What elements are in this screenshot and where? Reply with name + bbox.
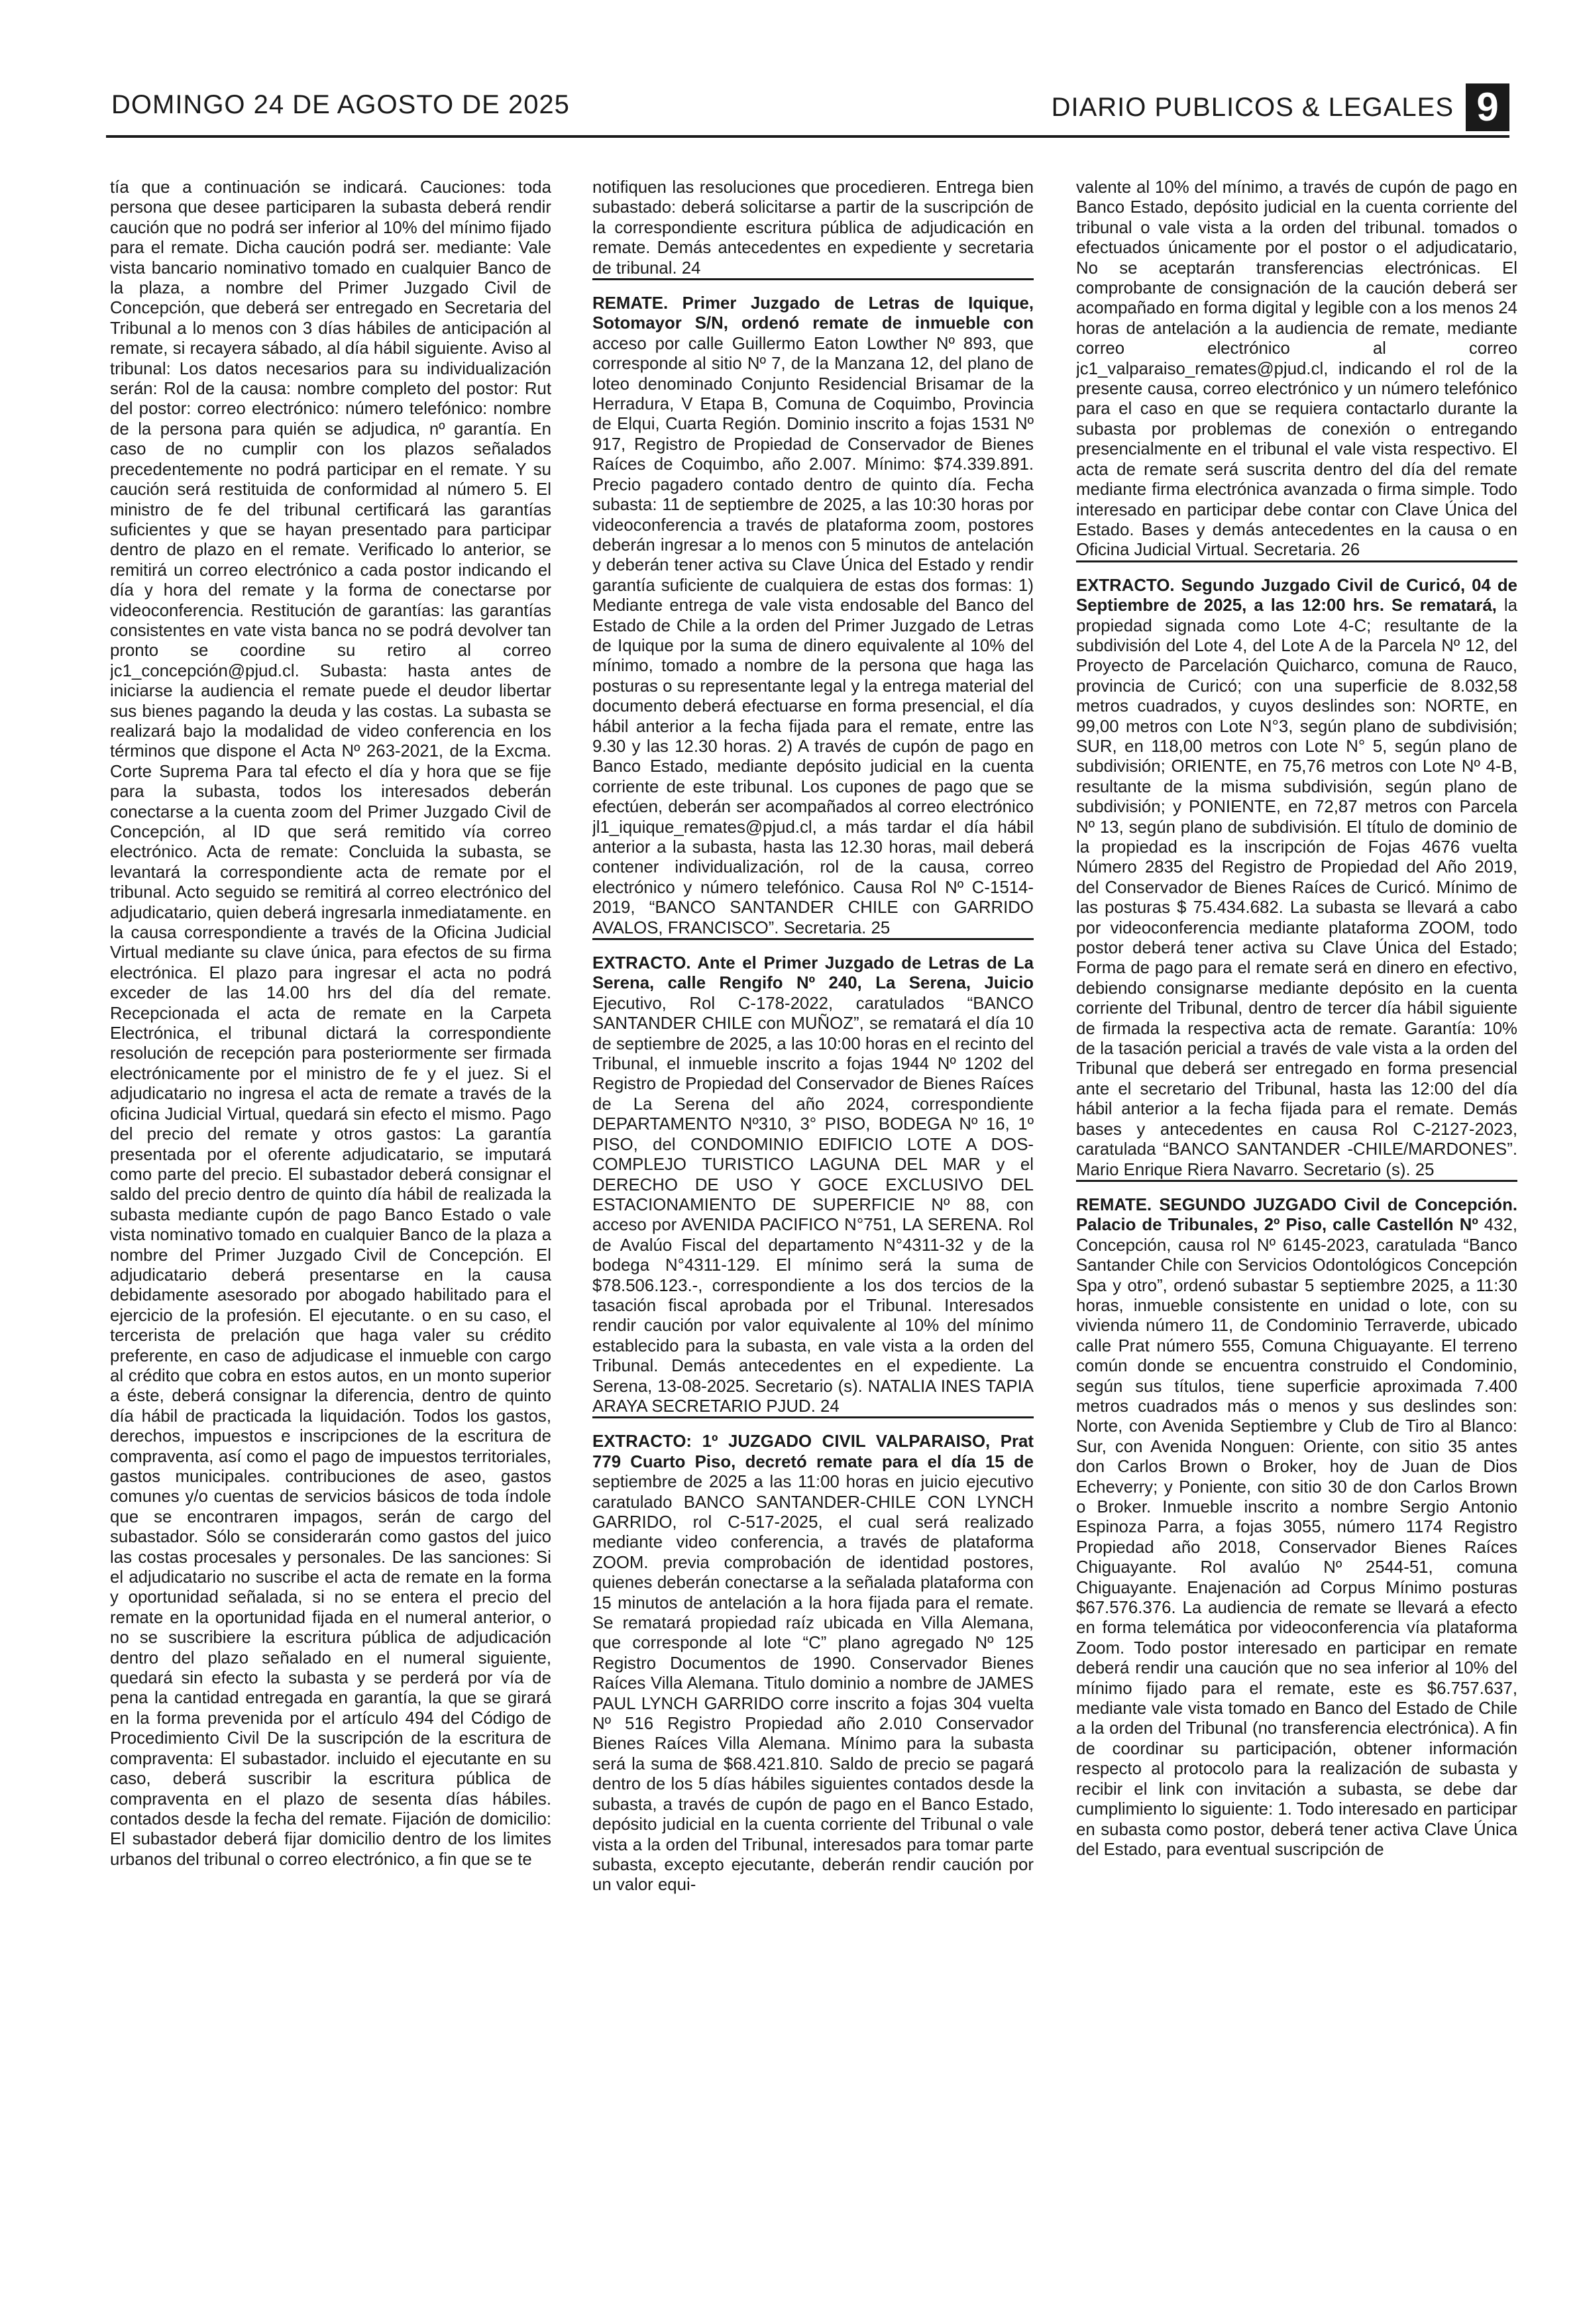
- notice-heading: REMATE. Primer Juzgado de Letras de Iquique, Sotomayor S/N, ordenó remate de inmueble con: [592, 294, 1034, 333]
- notice-text: 432, Concepción, causa rol Nº 6145-2023, caratulada “Banco Santander Chile con Servicios Odontológicos Concepción Spa y otro”, ordenó subastar 5 septiembre 2025, a 11:30 horas, inmueble consistente en unidad o lote, con su vivienda número 11, de Condominio Terraverde, ubicado calle Prat número 555, Comuna Chiguayante. El terreno común donde se encuentra construido el Condominio, según sus títulos, tiene superficie aproximada 7.400 metros cuadrados más o menos y sus deslindes son: Norte, con Avenida Septiembre y Club de Tiro al Blanco: Sur, con Avenida Nonguen: Oriente, con sitio 35 antes don Carlos Brown o Broker, hoy de Juan de Dios Echeverry; y Poniente, con sitio 30 de don Carlos Brown o Broker. Inmueble inscrito a nombre Sergio Antonio Espinoza Parra, a fojas 3055, número 1174 Registro Propiedad año 2018, Conservador Bienes Raíces Chiguayante. Rol avalúo Nº 2544-51, comuna Chiguayante. Enajenación ad Corpus Mínimo posturas $67.576.376. La audiencia de remate se llevará a efecto en forma telemática por videoconferencia vía plataforma Zoom. Todo postor interesado en participar en remate deberá rendir una caución que no sea inferior al 10% del mínimo fijado para el remate, este es $6.757.637, mediante vale vista tomado en Banco del Estado de Chile a la orden del Tribunal (no transferencia electrónica). A fin de coordinar su participación, obtener información respecto al protocolo para la realización de subasta y recibir el link con invitación a subasta, se debe dar cumplimiento lo siguiente: 1. Todo interesado en participar en subasta como postor, deberá tener activa Clave Única del Estado, para eventual suscripción de: [1076, 1216, 1517, 1859]
- notice-text: la propiedad signada como Lote 4-C; resultante de la subdivisión del Lote 4, del Lote A de la Parcela Nº 12, del Proyecto de Parcelación Quicharco, comuna de Rauco, provincia de Curicó; con una superficie de 8.032,58 metros cuadrados, y cuyos deslindes son: NORTE, en 99,00 metros con Lote N°3, según plano de subdivisión; SUR, en 118,00 metros con Lote N° 5, según plano de subdivisión; ORIENTE, en 75,76 metros con Lote Nº 4-B, resultante de la misma subdivisión, según plano de subdivisión; y PONIENTE, en 72,87 metros con Parcela Nº 13, según plano de subdivisión. El título de dominio de la propiedad es la inscripción de Fojas 4676 vuelta Número 2835 del Registro de Propiedad del Año 2019, del Conservador de Bienes Raíces de Curicó. Mínimo de las posturas $ 75.434.682. La subasta se llevará a cabo por videoconferencia mediante plataforma ZOOM, todo postor deberá tener activa su Clave Única del Estado; Forma de pago para el remate será en dinero en efectivo, debiendo consignarse mediante depósito en la cuenta corriente del Tribunal, dentro de tercer día hábil siguiente de firmada la respectiva acta de remate. Garantía: 10% de la tasación pericial a través de vale vista a la orden del Tribunal que deberá ser entregado en forma presencial ante el secretario del Tribunal, hasta las 12:00 del día hábil anterior a la fecha fijada para el remate. Demás bases y antecedentes en causa Rol C-2127-2023, caratulada “BANCO SANTANDER -CHILE/MARDONES”. Mario Enrique Riera Navarro. Secretario (s). 25: [1076, 596, 1517, 1179]
- notice-heading: REMATE. SEGUNDO JUZGADO Civil de Concepción. Palacio de Tribunales, 2º Piso, calle Castellón Nº: [1076, 1195, 1517, 1235]
- notice-extracto-la-serena: [592, 938, 1034, 1416]
- column-2: [592, 178, 1034, 2298]
- notice-extracto-valparaiso: [592, 1416, 1034, 1895]
- header-section-title: DIARIO PUBLICOS & LEGALES: [1051, 93, 1454, 122]
- notice-remate-iquique: [592, 278, 1034, 938]
- page-header: [106, 82, 1509, 138]
- notice-text: valente al 10% del mínimo, a través de cupón de pago en Banco Estado, depósito judicial en la cuenta corriente del tribunal o vale vista a la orden del tribunal. tomados o efectuados únicamente por el postor o el adjudicatario, No se aceptarán transferencias electrónicas. El comprobante de consignación de la caución deberá ser acompañado en forma digital y legible con a los menos 24 horas de antelación a la audiencia de remate, mediante correo electrónico al correo jc1_valparaiso_remates@pjud.cl, indicando el rol de la presente causa, correo electrónico y un número telefónico para el caso en que se requiera contactarlo durante la subasta por problemas de conexión o entregando presencialmente en el tribunal el vale vista respectivo. El acta de remate será suscrita dentro del día del remate mediante firma electrónica avanzada o firma simple. Todo interesado en participar debe contar con Clave Única del Estado. Bases y demás antecedentes en la causa o en Oficina Judicial Virtual. Secretaria. 26: [1076, 178, 1517, 560]
- notice-heading: EXTRACTO. Ante el Primer Juzgado de Letras de La Serena, calle Rengifo Nº 240, La Serena, Juicio: [592, 954, 1034, 993]
- column-3: [1076, 178, 1517, 2298]
- notice-text: tía que a continuación se indicará. Cauciones: toda persona que desee participaren la subasta deberá rendir caución que no podrá ser inferior al 10% del mínimo fijado para el remate. Dicha caución podrá ser. mediante: Vale vista bancario nominativo tomado en cualquier Banco de la plaza, a nombre del Primer Juzgado Civil de Concepción, que deberá ser entregado en Secretaria del Tribunal a lo menos con 3 días hábiles de anticipación al remate, si recayera sábado, al día hábil siguiente. Aviso al tribunal: Los datos necesarios para su individualización serán: Rol de la causa: nombre completo del postor: Rut del postor: correo electrónico: número telefónico: nombre de la persona para quién se adjudica, nº garantía. En caso de no cumplir con los plazos señalados precedentemente no podrá participar en el remate. Y su caución será restituida de conformidad al número 5. El ministro de fe del tribunal certificará las garantías suficientes y que se hayan presentado para participar dentro de plazo en el remate. Verificado lo anterior, se remitirá un correo electrónico a cada postor indicando el día y hora del remate y la forma de conectarse por videoconferencia. Restitución de garantías: las garantías consistentes en vate vista banca no se podrá devolver tan pronto se coordine su retiro al correo jc1_concepción@pjud.cl. Subasta: hasta antes de iniciarse la audiencia el remate puede el deudor libertar sus bienes pagando la deuda y las costas. La subasta se realizará bajo la modalidad de video conferencia en los términos que dispone el Acta Nº 263-2021, de la Excma. Corte Suprema Para tal efecto el día y hora que se fije para la subasta, todos los interesados deberán conectarse a la cuenta zoom del Primer Juzgado Civil de Concepción, al ID que será remitido vía correo electrónico. Acta de remate: Concluida la subasta, se levantará la correspondiente acta de remate por el tribunal. Acto seguido se remitirá al correo electrónico del adjudicatario, quien deberá ingresarla inmediatamente. en la causa correspondiente a través de la Oficina Judicial Virtual mediante su clave única, para efectos de su firma electrónica. El plazo para ingresar el acta no podrá exceder de las 14.00 hrs del día del remate. Recepcionada el acta de remate en la Carpeta Electrónica, el tribunal dictará la correspondiente resolución de recepción para posteriormente ser firmada electrónicamente por el ministro de fe y el juez. Si el adjudicatario no ingresa el acta de remate a través de la oficina Judicial Virtual, quedará sin efecto el mismo. Pago del precio del remate y otros gastos: La garantía presentada por el oferente adjudicatario, se imputará como parte del precio. El subastador deberá consignar el saldo del precio dentro de quinto día hábil de realizada la subasta mediante cupón de pago Banco Estado o vale vista nominativo tomado en cualquier Banco de la plaza a nombre del Primer Juzgado Civil de Concepción. El adjudicatario deberá presentarse en la causa debidamente asesorado por abogado habilitado para el ejercicio de la profesión. El ejecutante. o en su caso, el tercerista de prelación que haga valer su crédito preferente, en caso de adjudicase el inmueble con cargo al crédito que cobra en estos autos, en un monto superior a éste, deberá consignar la diferencia, dentro de quinto día hábil de practicada la liquidación. Todos los gastos, derechos, impuestos e inscripciones de la escritura de compraventa, así como el pago de impuestos territoriales, gastos municipales. contribuciones de aseo, gastos comunes y/o cuentas de servicios básicos de toda índole que se encontraren impagos, serán de cargo del subastador. Sólo se considerarán como gastos del juico las costas procesales y personales. De las sanciones: Si el adjudicatario no suscribe el acta de remate en la forma y oportunidad señalada, si no se entera el precio del remate en la oportunidad fijada en el numeral anterior, o no se suscribiere la escritura pública de adjudicación dentro del plazo señalado en el numeral siguiente, quedará sin efecto la subasta y se perderá por vía de pena la cantidad entregada en garantía, la que se girará en la forma prevenida por el artículo 494 del Código de Procedimiento Civil De la suscripción de la escritura de compraventa: El subastador. incluido el ejecutante en su caso, deberá suscribir la escritura pública de compraventa en el plazo de sesenta días hábiles. contados desde la fecha del remate. Fijación de domicilio: El subastador deberá fijar domicilio dentro de los limites urbanos del tribunal o correo electrónico, a fin que se te: [110, 178, 551, 1869]
- header-date: DOMINGO 24 DE AGOSTO DE 2025: [111, 90, 570, 119]
- notice-text: acceso por calle Guillermo Eaton Lowther Nº 893, que corresponde al sitio Nº 7, de la Manzana 12, del plano de loteo denominado Conjunto Residencial Brisamar de la Herradura, V Etapa B, Comuna de Coquimbo, Provincia de Elqui, Cuarta Región. Dominio inscrito a fojas 1531 Nº 917, Registro de Propiedad de Conservador de Bienes Raíces de Coquimbo, año 2.007. Mínimo: $74.339.891. Precio pagadero contado dentro de quinto día. Fecha subasta: 11 de septiembre de 2025, a las 10:30 horas por videoconferencia a través de plataforma zoom, postores deberán ingresar a lo menos con 5 minutos de antelación y deberán tener activa su Clave Única del Estado y rendir garantía suficiente de cualquiera de estas dos formas: 1) Mediante entrega de vale vista endosable del Banco del Estado de Chile a la orden del Primer Juzgado de Letras de Iquique por la suma de dinero equivalente al 10% del mínimo, tomado a nombre de la persona que haga las posturas o su representante legal y la entrega material del documento deberá efectuarse en forma presencial, el día hábil anterior a la fecha fijada para el remate, entre las 9.30 y las 12.30 horas. 2) A través de cupón de pago en Banco Estado, mediante depósito judicial en la cuenta corriente de este tribunal. Los cupones de pago que se efectúen, deberán ser acompañados al correo electrónico jl1_iquique_remates@pjud.cl, a más tardar el día hábil anterior a la subasta, hasta las 12.30 horas, mail deberá contener individualización, rol de la causa, correo electrónico y número telefónico. Causa Rol Nº C-1514-2019, “BANCO SANTANDER CHILE con GARRIDO AVALOS, FRANCISCO”. Secretaria. 25: [592, 334, 1034, 937]
- notice-text: Ejecutivo, Rol C-178-2022, caratulados “BANCO SANTANDER CHILE con MUÑOZ”, se rematará el día 10 de septiembre de 2025, a las 10:00 horas en el recinto del Tribunal, el inmueble inscrito a fojas 1944 Nº 1202 del Registro de Propiedad del Conservador de Bienes Raíces de La Serena del año 2024, correspondiente DEPARTAMENTO Nº310, 3° PISO, BODEGA Nº 16, 1º PISO, del CONDOMINIO EDIFICIO LOTE A DOS-COMPLEJO TURISTICO LAGUNA DEL MAR y el DERECHO DE USO Y GOCE EXCLUSIVO DEL ESTACIONAMIENTO DE SUPERFICIE Nº 88, con acceso por AVENIDA PACIFICO N°751, LA SERENA. Rol de Avalúo Fiscal del departamento N°4311-32 y de la bodega N°4311-129. El mínimo será la suma de $78.506.123.-, correspondiente a los dos tercios de la tasación fiscal aprobada por el Tribunal. Interesados rendir caución por valor equivalente al 10% del mínimo establecido para la subasta, en vale vista a la orden del Tribunal. Demás antecedentes en el expediente. La Serena, 13-08-2025. Secretario (s). NATALIA INES TAPIA ARAYA SECRETARIO PJUD. 24: [592, 994, 1034, 1416]
- notice-heading: EXTRACTO: 1º JUZGADO CIVIL VALPARAISO, Prat 779 Cuarto Piso, decretó remate para el día 15 de: [592, 1432, 1034, 1471]
- notice-remate-concepcion: [1076, 1180, 1517, 1860]
- notice-text: notifiquen las resoluciones que procedieren. Entrega bien subastado: deberá solicitarse a partir de la suscripción de la correspondiente escritura pública de adjudicación en remate. Demás antecedentes en expediente y secretaria de tribunal. 24: [592, 178, 1034, 278]
- notice-extracto-curico: [1076, 560, 1517, 1180]
- notice-text: septiembre de 2025 a las 11:00 horas en juicio ejecutivo caratulado BANCO SANTANDER-CHILE CON LYNCH GARRIDO, rol C-517-2025, el cual será realizado mediante video conferencia, a través de plataforma ZOOM. previa comprobación de identidad postores, quienes deberán conectarse a la señalada plataforma con 15 minutos de antelación a la hora fijada para el remate. Se rematará propiedad raíz ubicada en Villa Alemana, que corresponde al lote “C” plano agregado Nº 125 Registro Documentos de 1990. Conservador Bienes Raíces Villa Alemana. Titulo dominio a nombre de JAMES PAUL LYNCH GARRIDO corre inscrito a fojas 304 vuelta Nº 516 Registro Propiedad año 2.010 Conservador Bienes Raíces Villa Alemana. Mínimo para la subasta será la suma de $68.421.810. Saldo de precio se pagará dentro de los 5 días hábiles siguientes contados desde la subasta, a través de cupón de pago en el Banco Estado, depósito judicial en la cuenta corriente del Tribunal o vale vista a la orden del Tribunal, interesados para tomar parte subasta, excepto ejecutante, deberán rendir caución por un valor equi-: [592, 1473, 1034, 1895]
- column-1: [110, 178, 551, 2298]
- page-number: 9: [1466, 83, 1509, 131]
- notice-heading: EXTRACTO. Segundo Juzgado Civil de Curicó, 04 de Septiembre de 2025, a las 12:00 hrs. Se rematará,: [1076, 576, 1517, 615]
